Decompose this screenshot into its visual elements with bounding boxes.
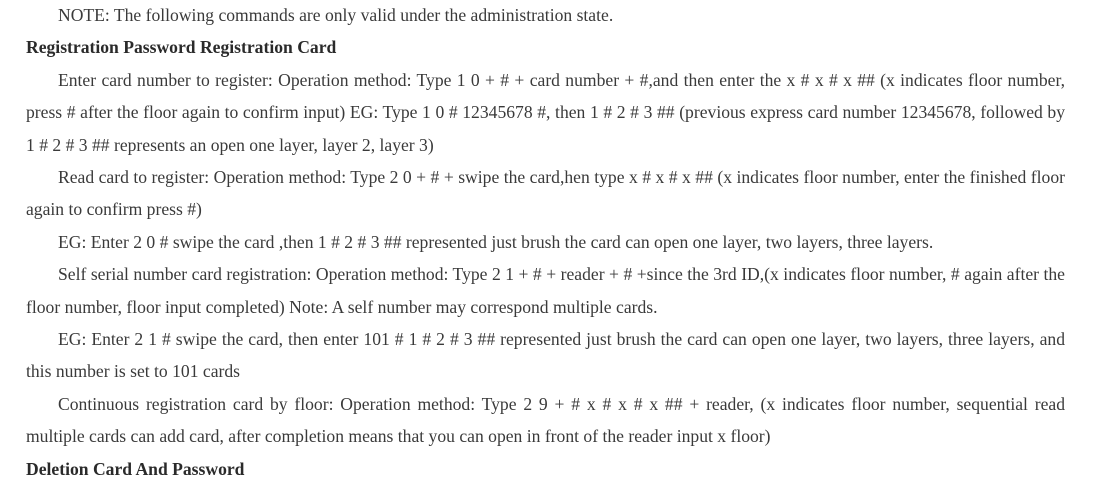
self-serial-example-paragraph: EG: Enter 2 1 # swipe the card, then enter 101 # 1 # 2 # 3 ## represented just brush the card can open one layer, two layers, three layers, and this number is set to 101 cards [26,329,1065,382]
read-card-example-paragraph: EG: Enter 2 0 # swipe the card ,then 1 # 2 # 3 ## represented just brush the card can open one layer, two layers, three layers. [58,231,934,252]
admin-note: NOTE: The following commands are only valid under the administration state. [58,5,614,25]
continuous-registration-paragraph: Continuous registration card by floor: Operation method: Type 2 9 + # x # x # x ## + reader, (x indicates floor number, sequential read multiple cards can add card, after completion means that you can open in front of the reader input x floor) [26,393,1065,447]
read-card-paragraph: Read card to register: Operation method: Type 2 0 + # + swipe the card,hen type x # x # x ## (x indicates floor number, enter the finished floor again to confirm press #) [26,167,1065,220]
self-serial-paragraph: Self serial number card registration: Operation method: Type 2 1 + # + reader + # +since the 3rd ID,(x indicates floor number, # again after the floor number, floor input completed) Note: A self number may correspond multiple cards. [26,264,1065,317]
registration-heading: Registration Password Registration Card [26,37,337,58]
deletion-heading: Deletion Card And Password [26,458,245,479]
enter-card-paragraph: Enter card number to register: Operation method: Type 1 0 + # + card number + #,and then enter the x # x # x ## (x indicates floor number, press # after the floor again to confirm input) EG: Type 1 0 # 12345678 #, then 1 # 2 # 3 ## (previous express card number 12345678, followed by 1 # 2 # 3 ## represents an open one layer, layer 2, layer 3) [26,69,1065,155]
